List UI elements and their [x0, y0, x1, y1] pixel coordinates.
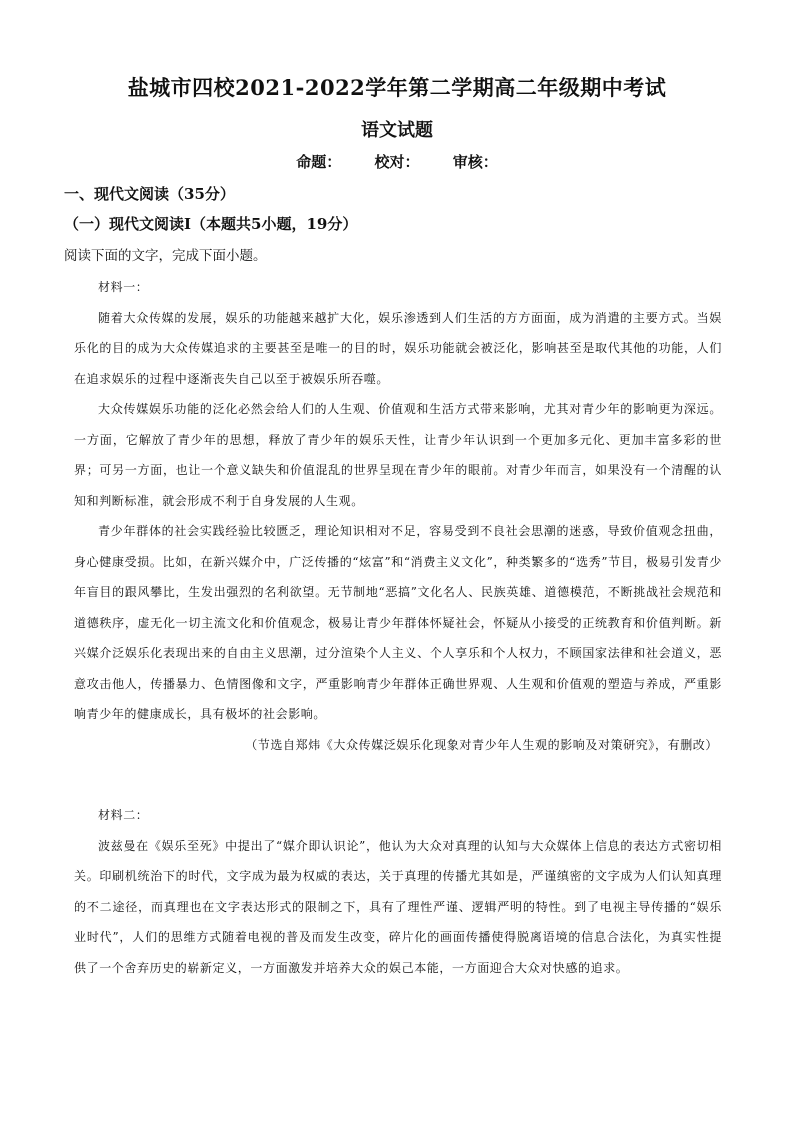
material-2	[74, 800, 722, 983]
exam-title: 盐城市四校2021-2022学年第二学期高二年级期中考试	[127, 75, 667, 100]
reading-instruction: 阅读下面的文字，完成下面小题。	[64, 248, 267, 264]
material-2-paragraph: 波兹曼在《娱乐至死》中提出了“媒介即认识论”，他认为大众对真理的认知与大众媒体上信息的表达方式密切相关。印刷机统治下的时代，文字成为最为权威的表达，关于真理的传播尤其如是，严谨缜密的文字成为人们认知真理的不二途径，而真理也在文字表达形式的限制之下，具有了理性严谨、逻辑严明的特性。到了电视主导传播的“娱乐业时代”，人们的思维方式随着电视的普及而发生改变，碎片化的画面传播使得脱离语境的信息合法化，为真实性提供了一个舍弃历史的崭新定义，一方面激发并培养大众的娱己本能，一方面迎合大众对快感的追求。	[74, 838, 722, 975]
section-heading: 一、现代文阅读（35分）	[64, 185, 235, 203]
material-1	[74, 272, 722, 760]
material-1-paragraph: 随着大众传媒的发展，娱乐的功能越来越扩大化，娱乐渗透到人们生活的方方面面，成为消遣的主要方式。当娱乐化的目的成为大众传媒追求的主要甚至是唯一的目的时，娱乐功能就会被泛化，影响甚至是取代其他的功能，人们在追求娱乐的过程中逐渐丧失自己以至于被娱乐所吞噬。	[74, 310, 722, 386]
credits-line	[0, 151, 794, 172]
subsection-heading: （一）现代文阅读Ⅰ（本题共5小题，19分）	[64, 215, 358, 233]
credit-proofread: 校对：	[374, 153, 420, 171]
credit-author: 命题：	[296, 153, 342, 171]
material-1-paragraph: 青少年群体的社会实践经验比较匮乏，理论知识相对不足，容易受到不良社会思潮的迷惑，导致价值观念扭曲，身心健康受损。比如，在新兴媒介中，广泛传播的“炫富”和“消费主义文化”，种类繁多的“选秀”节目，极易引发青少年盲目的跟风攀比，生发出强烈的名利欲望。无节制地“恶搞”文化名人、民族英雄、道德模范，不断挑战社会规范和道德秩序，虚无化一切主流文化和价值观念，极易让青少年群体怀疑社会，怀疑从小接受的正统教育和价值判断。新兴媒介泛娱乐化表现出来的自由主义思潮，过分渲染个人主义、个人享乐和个人权力，不顾国家法律和社会道义，恶意攻击他人，传播暴力、色情图像和文字，严重影响青少年群体正确世界观、人生观和价值观的塑造与养成，严重影响青少年的健康成长，具有极坏的社会影响。	[74, 524, 722, 721]
material-1-paragraph: 大众传媒娱乐功能的泛化必然会给人们的人生观、价值观和生活方式带来影响，尤其对青少年的影响更为深远。一方面，它解放了青少年的思想，释放了青少年的娱乐天性，让青少年认识到一个更加多元化、更加丰富多彩的世界；可另一方面，也让一个意义缺失和价值混乱的世界呈现在青少年的眼前。对青少年而言，如果没有一个清醒的认知和判断标准，就会形成不利于自身发展的人生观。	[74, 402, 722, 508]
material-2-label: 材料二：	[98, 808, 149, 822]
credit-review: 审核：	[452, 153, 498, 171]
material-1-label: 材料一：	[98, 280, 149, 294]
exam-subtitle: 语文试题	[361, 120, 433, 141]
material-1-source: （节选自郑炜《大众传媒泛娱乐化现象对青少年人生观的影响及对策研究》，有删改）	[245, 737, 718, 752]
